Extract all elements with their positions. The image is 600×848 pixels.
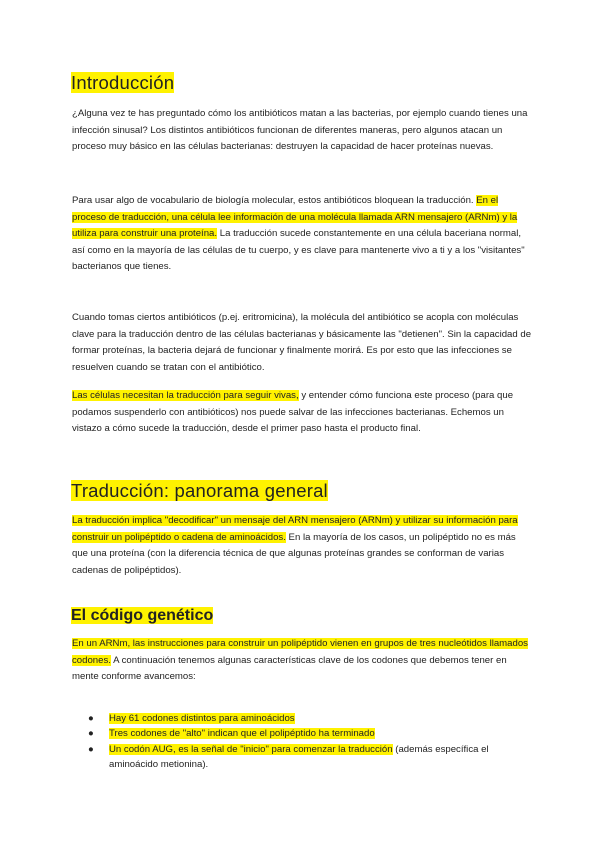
heading-codigo-genetico — [71, 606, 213, 626]
paragraph-overview — [72, 513, 532, 579]
heading-codigo-genetico-text: El código genético — [71, 607, 214, 624]
paragraph-codigo-text: A continuación tenemos algunas características clave de los codones que debemos tener en mente conforme avancemos: — [72, 654, 507, 683]
paragraph-intro-4-text: y entender cómo funciona este proceso (para que podamos suspenderlo con antibióticos) nos puede salvar de las infecciones bacterianas. Echemos un vistazo a cómo sucede la traducción, desde el primer paso hasta el producto final. — [72, 390, 514, 435]
bullet-highlight: Un codón AUG, es la señal de "inicio" para comenzar la traducción — [109, 744, 393, 755]
paragraph-intro-2 — [72, 193, 532, 276]
paragraph-codigo-highlight: En un ARNm, las instrucciones para construir un polipéptido vienen en grupos de tres nucleótidos llamados codones. — [72, 638, 528, 666]
paragraph-overview-highlight: La traducción implica "decodificar" un mensaje del ARN mensajero (ARNm) y utilizar su información para construir un polipéptido o cadena de aminoácidos. — [72, 515, 518, 543]
heading-traduccion-panorama — [71, 480, 328, 502]
heading-introduccion-text: Introducción — [71, 72, 175, 93]
paragraph-overview-text: En la mayoría de los casos, un polipéptido no es más que una proteína (con la diferencia técnica de que algunas proteínas grandes se conforman de varias cadenas de polipéptidos). — [72, 531, 516, 576]
list-item — [72, 727, 532, 742]
bullet-icon: ● — [88, 744, 94, 755]
heading-traduccion-panorama-text: Traducción: panorama general — [71, 480, 328, 501]
bullet-highlight: Tres codones de "alto" indican que el polipéptido ha terminado — [109, 727, 375, 739]
bullet-highlight: Hay 61 codones distintos para aminoácidos — [109, 713, 295, 724]
paragraph-intro-2-text-a: Para usar algo de vocabulario de biología molecular, estos antibióticos bloquean la traducción. — [72, 195, 477, 206]
codon-bullet-list — [72, 712, 532, 772]
bullet-text: (además específica el aminoácido metionina). — [109, 744, 489, 770]
bullet-icon: ● — [88, 727, 94, 739]
list-item — [72, 743, 532, 772]
paragraph-intro-4 — [72, 388, 532, 438]
paragraph-intro-4-highlight: Las células necesitan la traducción para seguir vivas, — [72, 390, 299, 401]
paragraph-intro-3: Cuando tomas ciertos antibióticos (p.ej. eritromicina), la molécula del antibiótico se acopla con moléculas clave para la traducción dentro de las células bacterianas y básicamente las "detienen". Sin la capacidad de formar proteínas, la bacteria dejará de funcionar y finalmente morirá. Es por esto que las infecciones se resuelven cuando se tratan con el antibiótico. — [72, 312, 532, 373]
paragraph-codigo — [72, 636, 532, 686]
heading-introduccion — [71, 72, 174, 94]
paragraph-intro-2-text-b: La traducción sucede constantemente en una célula baceriana normal, así como en la mayoría de las células de tu cuerpo, y es clave para mantenerte vivo a ti y a los "visitantes" bacterianos que tienes. — [72, 228, 525, 273]
paragraph-intro-2-highlight: En el proceso de traducción, una célula lee información de una molécula llamada ARN mensajero (ARNm) y la utiliza para construir una proteína. — [72, 195, 518, 240]
paragraph-intro-1: ¿Alguna vez te has preguntado cómo los antibióticos matan a las bacterias, por ejemplo cuando tienes una infección sinusal? Los distintos antibióticos funcionan de diferentes maneras, pero algunos atacan un proceso muy básico en las células bacterianas: destruyen la capacidad de hacer proteínas nuevas. — [72, 108, 528, 153]
list-item — [72, 712, 532, 727]
bullet-icon: ● — [88, 713, 94, 724]
